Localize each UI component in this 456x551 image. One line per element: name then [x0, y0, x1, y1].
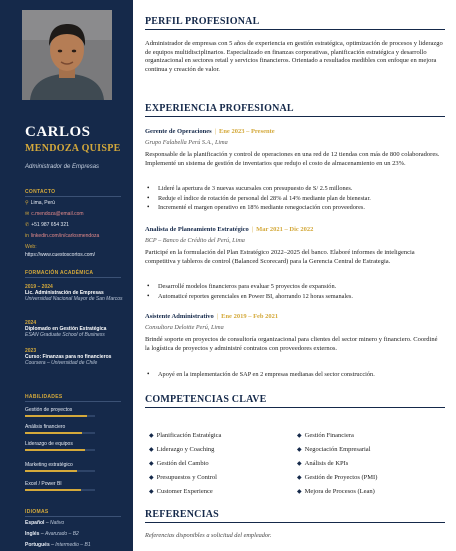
email-icon: ✉: [25, 211, 30, 217]
list-item: • Automaticé reportes gerenciales en Power BI, ahorrando 12 horas semanales.: [145, 292, 445, 302]
experience-heading: EXPERIENCIA PROFESIONAL: [145, 103, 445, 117]
skill-label: Gestión de proyectos: [25, 407, 73, 413]
contact-linkedin[interactable]: in linkedin.com/in/carlosmendoza: [25, 233, 100, 239]
job-company: BCP – Banco de Crédito del Perú, Lima: [145, 237, 245, 244]
job-title: Analista de Planeamiento Estratégico | Mar 2021 – Dic 2022: [145, 226, 314, 233]
contact-phone[interactable]: ✆ +51 987 654 321: [25, 222, 69, 228]
contact-web[interactable]: https://www.cuestoscortos.com/: [25, 252, 96, 258]
list-item: • Desarrollé modelos financieros para evaluar 5 proyectos de expansión.: [145, 282, 445, 292]
name-last: MENDOZA QUISPE: [25, 143, 121, 154]
role-title: Administrador de Empresas: [25, 164, 100, 170]
job-bullets: [145, 184, 445, 213]
competency-item: ◆ Presupuestos y Control: [149, 474, 217, 481]
main-content: [133, 0, 456, 551]
competency-item: ◆ Planificación Estratégica: [149, 432, 222, 439]
skill-bar: [25, 415, 95, 417]
job-bullets: [145, 282, 445, 301]
competency-item: ◆ Análisis de KPIs: [297, 460, 349, 467]
references-heading: REFERENCIAS: [145, 509, 445, 523]
skill-label: Marketing estratégico: [25, 462, 73, 468]
competency-item: ◆ Liderazgo y Coaching: [149, 446, 215, 453]
profile-photo: [22, 10, 112, 100]
competency-item: ◆ Negociación Empresarial: [297, 446, 371, 453]
skill-bar: [25, 470, 95, 472]
competency-item: ◆ Gestión de Proyectos (PMI): [297, 474, 378, 481]
linkedin-icon: in: [25, 233, 29, 239]
education-item: 2024 Diplomado en Gestión Estratégica ESAN Graduate School of Business: [25, 320, 107, 338]
sidebar: [0, 0, 133, 551]
language-item: Inglés – Avanzado – B2: [25, 531, 79, 537]
list-item: • Apoyé en la implementación de SAP en 2 empresas medianas del sector construcción.: [145, 370, 445, 380]
divider: [25, 516, 121, 517]
competency-item: ◆ Gestión Financiera: [297, 432, 354, 439]
skill-label: Análisis financiero: [25, 424, 66, 430]
education-item: 2023 Curso: Finanzas para no financieros Coursera – Universidad de Chile: [25, 348, 112, 366]
competency-item: ◆ Customer Experience: [149, 488, 213, 495]
skill-bar: [25, 489, 95, 491]
contact-heading: CONTACTO: [25, 189, 56, 195]
list-item: • Reduje el índice de rotación de personal del 28% al 14% mediante plan de bienestar.: [145, 194, 445, 204]
divider: [25, 277, 121, 278]
contact-email[interactable]: ✉ c.mendoza@email.com: [25, 211, 84, 217]
skills-heading: HABILIDADES: [25, 394, 63, 400]
job-company: Consultora Deloitte Perú, Lima: [145, 324, 224, 331]
language-item: Español – Nativo: [25, 520, 65, 526]
skill-label: Liderazgo de equipos: [25, 441, 73, 447]
skill-bar: [25, 432, 95, 434]
name-first: CARLOS: [25, 124, 91, 140]
skill-bar: [25, 449, 95, 451]
references-text: Referencias disponibles a solicitud del empleador.: [145, 532, 272, 539]
divider: [25, 196, 121, 197]
job-title: Asistente Administrativo | Ene 2019 – Feb 2021: [145, 313, 279, 320]
job-summary: Participé en la formulación del Plan Estratégico 2022–2025 del banco. Elaboré informes de inteligencia competitiva y tableros de control (Balanced Scorecard) para la Gerencia Central de Estrategia.: [145, 249, 415, 265]
competency-item: ◆ Gestión del Cambio: [149, 460, 209, 467]
job-summary: Responsable de la planificación y control de operaciones en una red de 12 tiendas con más de 800 colaboradores. Implementé un sistema de gestión de inventarios que redujo el costo de almacenamiento en un 23%.: [145, 151, 440, 167]
location-pin-icon: ⚲: [25, 200, 29, 206]
profile-text: Administrador de empresas con 5 años de experiencia en gestión estratégica, optimización de procesos y liderazgo de equipos multidisciplinarios. Especializado en finanzas corporativas, planificación estratégica y desarrollo organizacional en sectores retail y servicios financieros. Orientado a resultados medibles con enfoque en mejora continua y creación de valor.: [145, 40, 443, 74]
phone-icon: ✆: [25, 222, 30, 228]
divider: [25, 401, 121, 402]
languages-heading: IDIOMAS: [25, 509, 49, 515]
education-heading: FORMACIÓN ACADÉMICA: [25, 270, 94, 276]
job-bullets: [145, 370, 445, 380]
job-title: Gerente de Operaciones | Ene 2023 – Presente: [145, 128, 275, 135]
contact-location: ⚲ Lima, Perú: [25, 200, 55, 206]
job-summary: Brindé soporte en proyectos de consultoría organizacional para clientes del sector minero y financiero. Coordiné la logística de proyectos y administré contratos con proveedores externos.: [145, 336, 438, 352]
profile-heading: PERFIL PROFESIONAL: [145, 16, 445, 30]
competency-item: ◆ Mejora de Procesos (Lean): [297, 488, 375, 495]
education-item: 2019 – 2024 Lic. Administración de Empresas Universidad Nacional Mayor de San Marcos: [25, 284, 123, 302]
job-company: Grupo Falabella Perú S.A., Lima: [145, 139, 228, 146]
language-item: Portugués – Intermedio – B1: [25, 542, 91, 548]
contact-web-label: Web:: [25, 244, 37, 250]
skill-label: Excel / Power BI: [25, 481, 62, 487]
list-item: • Lideré la apertura de 3 nuevas sucursales con presupuesto de S/ 2.5 millones.: [145, 184, 445, 194]
competencies-heading: COMPETENCIAS CLAVE: [145, 394, 445, 408]
list-item: • Incrementé el margen operativo en 18% mediante renegociación con proveedores.: [145, 203, 445, 213]
